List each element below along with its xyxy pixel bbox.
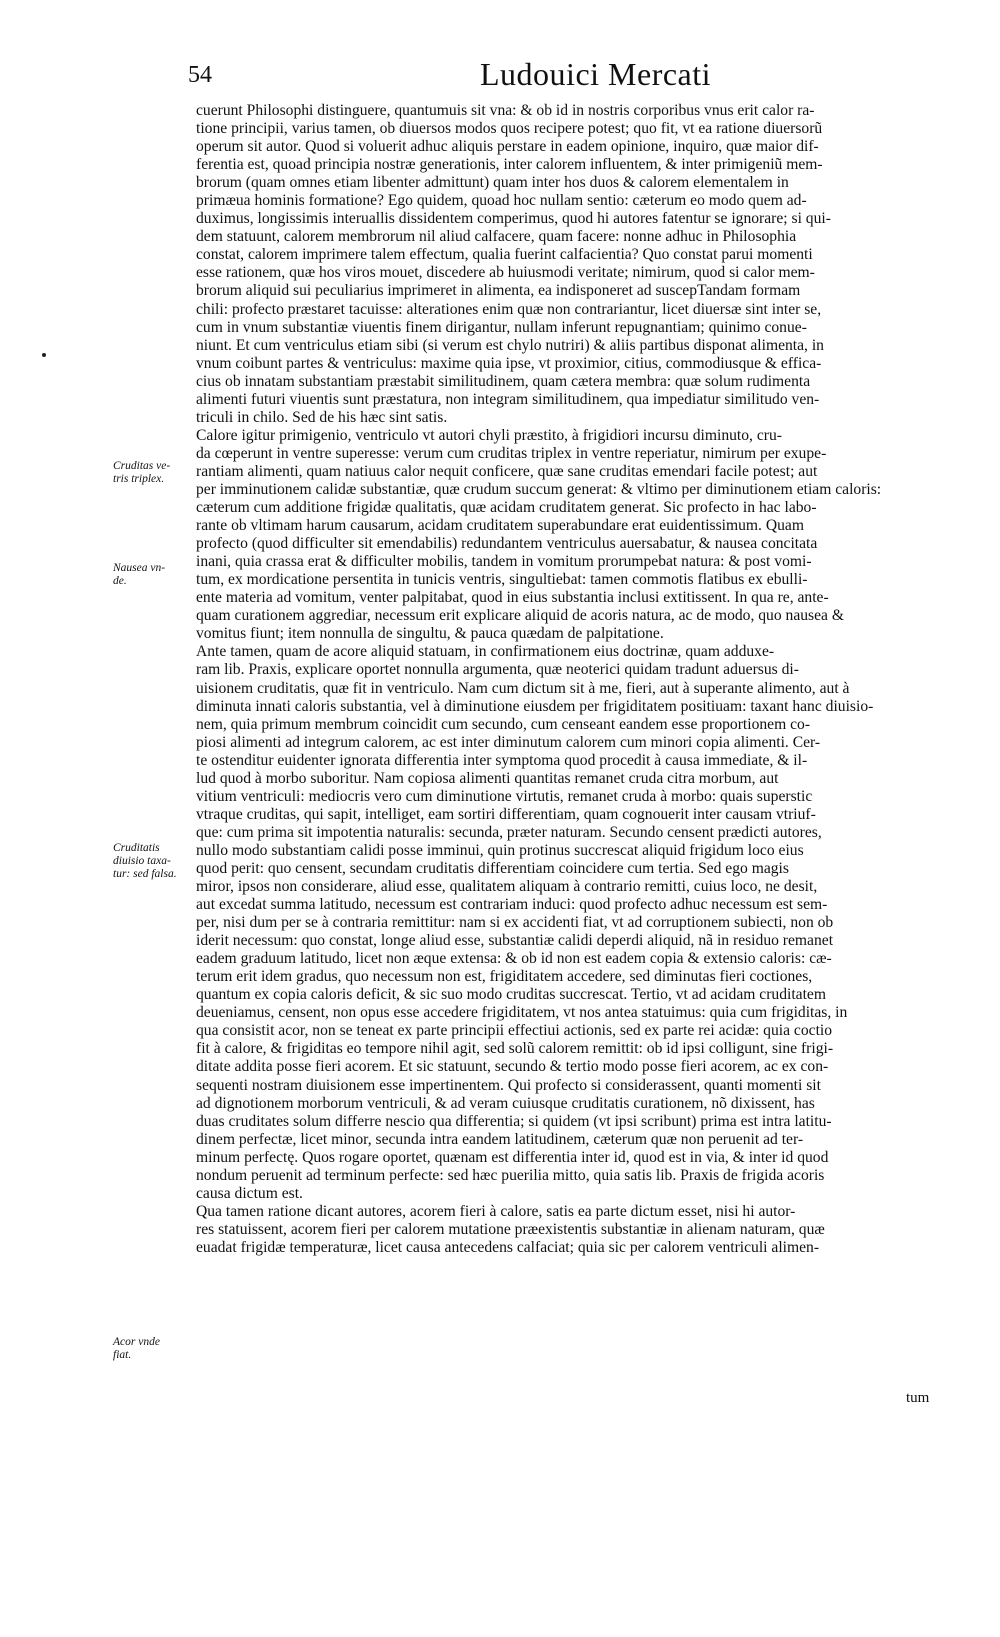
text-line: inani, quia crassa erat & difficulter mobilis, tandem in vomitum prorumpebat natura: & post vomi- [196, 553, 812, 571]
text-line: esse rationem, quæ hos viros mouet, discedere ab huiusmodi veritate; nimirum, quod si calor mem- [196, 264, 815, 282]
text-line: vtraque cruditas, qui sapit, intelliget, eam sortiri differentiam, quam cognouerit inter causam vtriuf- [196, 805, 816, 823]
text-line: cum in vnum substantiæ viuentis finem dirigantur, nullam inferunt repugnantiam; quinimo conue- [196, 318, 807, 336]
text-line: res statuissent, acorem fieri per calorem mutatione præexistentis substantiæ in alienam naturam, quæ [196, 1220, 825, 1238]
ink-speck [42, 353, 46, 357]
margin-note: Nausea vn- de. [113, 562, 166, 587]
catchword: tum [906, 1390, 930, 1406]
text-line: lud quod à morbo suboritur. Nam copiosa alimenti quantitas remanet cruda citra morbum, aut [196, 769, 779, 787]
text-line: quod perit: quo censent, secundam cruditatis differentiam coincidere cum tertia. Sed ego magis [196, 859, 789, 877]
text-line: vitium ventriculi: mediocris vero cum diminutione virtutis, remanet cruda à morbo: quais superstic [196, 787, 813, 805]
text-line: ferentia est, quoad principia nostræ generationis, inter calorem influentem, & inter primigeniũ mem- [196, 156, 823, 174]
text-line: minum perfectę. Quos rogare oportet, quænam est differentia inter id, quod est in via, & inter id quod [196, 1148, 829, 1166]
text-line: dinem perfectæ, licet minor, secunda intra eandem latitudinem, cæterum quæ non peruenit ad ter- [196, 1130, 804, 1148]
text-line: euadat frigidæ temperaturæ, licet causa antecedens calfaciat; quia sic per calorem ventriculi alimen- [196, 1238, 820, 1256]
text-line: cuerunt Philosophi distinguere, quantumuis sit vna: & ob id in nostris corporibus vnus erit calor ra- [196, 102, 815, 119]
text-line: uisionem cruditatis, quæ fit in ventriculo. Nam cum dictum sit à me, fieri, aut à superante alimento, aut à [196, 679, 850, 697]
text-line: rantiam alimenti, quam natiuus calor nequit conficere, quæ sane cruditas emendari facile potest; aut [196, 462, 818, 480]
running-head: Ludouici Mercati [480, 56, 712, 92]
text-line: diminuta innati caloris substantia, vel à diminutione eiusdem per frigiditatem positiuam: taxant hanc diuisio- [196, 697, 874, 715]
text-line: ad dignotionem morborum ventriculi, & ad veram cuiusque cruditatis curationem, nõ dixissent, has [196, 1094, 815, 1112]
text-line: duas cruditates solum differre nescio qua differentia; si quidem (vt ipsi scribunt) prima est intra latitu- [196, 1112, 832, 1130]
text-line: constat, calorem imprimere talem effectum, qualia fuerint calfacientia? Quo constat parui momenti [196, 246, 813, 264]
body-text [196, 102, 948, 1257]
text-line: vomitus fiunt; item nonnulla de singultu, & pauca quædam de palpitatione. [196, 625, 664, 643]
text-line: causa dictum est. [196, 1184, 303, 1202]
text-line: chili: profecto præstaret tacuisse: alterationes enim quæ non contrariantur, licet diuersæ sint inter se, [196, 300, 822, 318]
text-line: brorum aliquid sui peculiarius imprimeret in alimenta, ea indisponeret ad suscepTandam formam [196, 282, 801, 300]
text-line: cæterum cum additione frigidæ qualitatis, quæ acidam cruditatem generat. Sic profecto in hac labo- [196, 499, 817, 517]
text-line: Ante tamen, quam de acore aliquid statuam, in confirmationem eius doctrinæ, quam adduxe- [196, 643, 775, 661]
text-line: da cœperunt in ventre superesse: verum cum cruditas triplex in ventre reperiatur, nimirum per exupe- [196, 444, 827, 462]
text-line: ram lib. Praxis, explicare oportet nonnulla argumenta, quæ neoterici quidam tradunt aduersus di- [196, 661, 799, 679]
text-line: profecto (quod difficulter sit emendabilis) redundantem ventriculus auersabatur, & nausea concitata [196, 535, 818, 553]
text-line: tum, ex mordicatione persentita in tunicis ventris, singultiebat: tamen commotis flatibus ex ebulli- [196, 571, 808, 589]
text-line: fit à calore, & frigiditas eo tempore nihil agit, sed solũ calorem remittit: ob id ipsi colligunt, sine frigi- [196, 1040, 834, 1058]
text-line: terum erit idem gradus, quo necessum non est, frigiditatem accedere, sed diminutas fieri coctiones, [196, 968, 813, 986]
text-line: per imminutionem calidæ substantiæ, quæ crudum succum generat: & vltimo per diminutionem etiam caloris: [196, 480, 882, 498]
text-line: rante ob vltimam harum causarum, acidam cruditatem superabundare erat euidentissimum. Quam [196, 517, 804, 535]
text-line: qua consistit acor, non se teneat ex parte principii effectiui actionis, sed ex parte rei acidæ: quia coctio [196, 1022, 833, 1040]
text-line: ente materia ad vomitum, venter palpitabat, quod in eius substantia inclusi extitissent. In qua re, ante- [196, 589, 829, 607]
text-line: niunt. Et cum ventriculus etiam sibi (si verum est chylo nutriri) & aliis partibus disponat alimenta, in [196, 336, 824, 354]
margin-note: Cruditas ve- tris triplex. [113, 460, 171, 485]
text-line: quam curationem aggrediar, necessum erit explicare aliquid de acoris natura, ac de modo, quo nausea & [196, 607, 844, 625]
text-line: alimenti futuri viuentis sunt præstatura, non integram similitudinem, qua impediatur similitudo ven- [196, 390, 820, 408]
text-line: te ostenditur euidenter ignorata differentia inter symptoma quod procedit à causa immediate, & il- [196, 751, 808, 769]
text-line: tione principii, varius tamen, ob diuersos modos quos recipere potest; quo fit, vt ea ratione diuersorũ [196, 120, 823, 138]
text-line: piosi alimenti ad integrum calorem, ac est inter diminutum calorem cum minori copia alimenti. Cer- [196, 733, 821, 751]
text-line: primæua hominis formatione? Ego quidem, quoad hoc nullam sentio: cæterum eo modo quem ad- [196, 192, 807, 210]
text-line: aut excedat summa latitudo, necessum est contrariam induci: quod profecto adhuc necessum est sem- [196, 896, 828, 914]
text-line: cius ob innatam substantiam præstabit similitudinem, quam cætera membra: quæ solum rudimenta [196, 372, 811, 390]
text-line: nullo modo substantiam calidi posse imminui, quin protinus succrescat aliquid frigidum loco eius [196, 841, 804, 859]
text-line: operum sit autor. Quod si voluerit adhuc aliquis perstare in eadem opinione, inquiro, quæ maior dif- [196, 138, 819, 156]
text-line: que: cum prima sit impotentia naturalis: secunda, præter naturam. Secundo censent prædicti autores, [196, 823, 822, 841]
text-line: per, nisi dum per se à contraria remittitur: nam si ex accidenti fiat, vt ad corruptionem subiecti, non ob [196, 914, 834, 932]
text-line: Calore igitur primigenio, ventriculo vt autori chyli præstito, à frigidiori incursu diminuto, cru- [196, 426, 782, 444]
margin-note: Cruditatis diuisio taxa- tur: sed falsa. [113, 842, 177, 880]
text-line: duximus, longissimis interuallis dissidentem comperimus, quod hi autores fatentur se ignorare; si qui- [196, 210, 831, 228]
text-line: nondum peruenit ad terminum perfecte: sed hæc puerilia mitto, quia satis lib. Praxis de frigida acoris [196, 1166, 825, 1184]
text-line: eadem graduum latitudo, licet non æque extensa: & ob id non est eadem copia & extensio caloris: cæ- [196, 950, 832, 968]
text-line: ditate addita posse fieri acorem. Et sic statuunt, secundo & tertio modo posse fieri acorem, ac ex con- [196, 1058, 829, 1076]
text-line: nem, quia primum membrum coincidit cum secundo, cum censeant eandem esse proportionem co- [196, 715, 811, 733]
page-number: 54 [188, 62, 212, 88]
text-line: Qua tamen ratione dicant autores, acorem fieri à calore, satis ea parte dictum esset, nisi hi autor- [196, 1202, 796, 1220]
text-line: brorum (quam omnes etiam libenter admittunt) quam inter hos duos & calorem elementalem in [196, 174, 789, 192]
text-line: quantum ex copia caloris deficit, & sic suo modo cruditas succrescat. Tertio, vt ad acidam cruditatem [196, 986, 826, 1004]
text-line: sequenti nostram diuisionem esse impertinentem. Qui profecto si considerassent, quanti momenti sit [196, 1076, 821, 1094]
text-line: vnum coibunt partes & ventriculus: maxime quia ipse, vt proximior, citius, commodiusque & effica- [196, 354, 822, 372]
text-line: deueniamus, censent, non opus esse accedere frigiditatem, vt nos antea statuimus: quia cum frigiditas, in [196, 1004, 848, 1022]
text-line: miror, ipsos non considerare, aliud esse, qualitatem aliquam à contrario remitti, cuius loco, ne desit, [196, 878, 818, 896]
margin-note: Acor vnde fiat. [113, 1336, 160, 1361]
text-line: dem statuunt, calorem membrorum nil aliud calfacere, quam facere: nonne adhuc in Philosophia [196, 228, 797, 246]
text-line: iderit necessum: quo constat, longe aliud esse, substantiæ calidi deperdi aliquid, nã in residuo remanet [196, 932, 834, 950]
text-line: triculi in chilo. Sed de his hæc sint satis. [196, 408, 448, 426]
